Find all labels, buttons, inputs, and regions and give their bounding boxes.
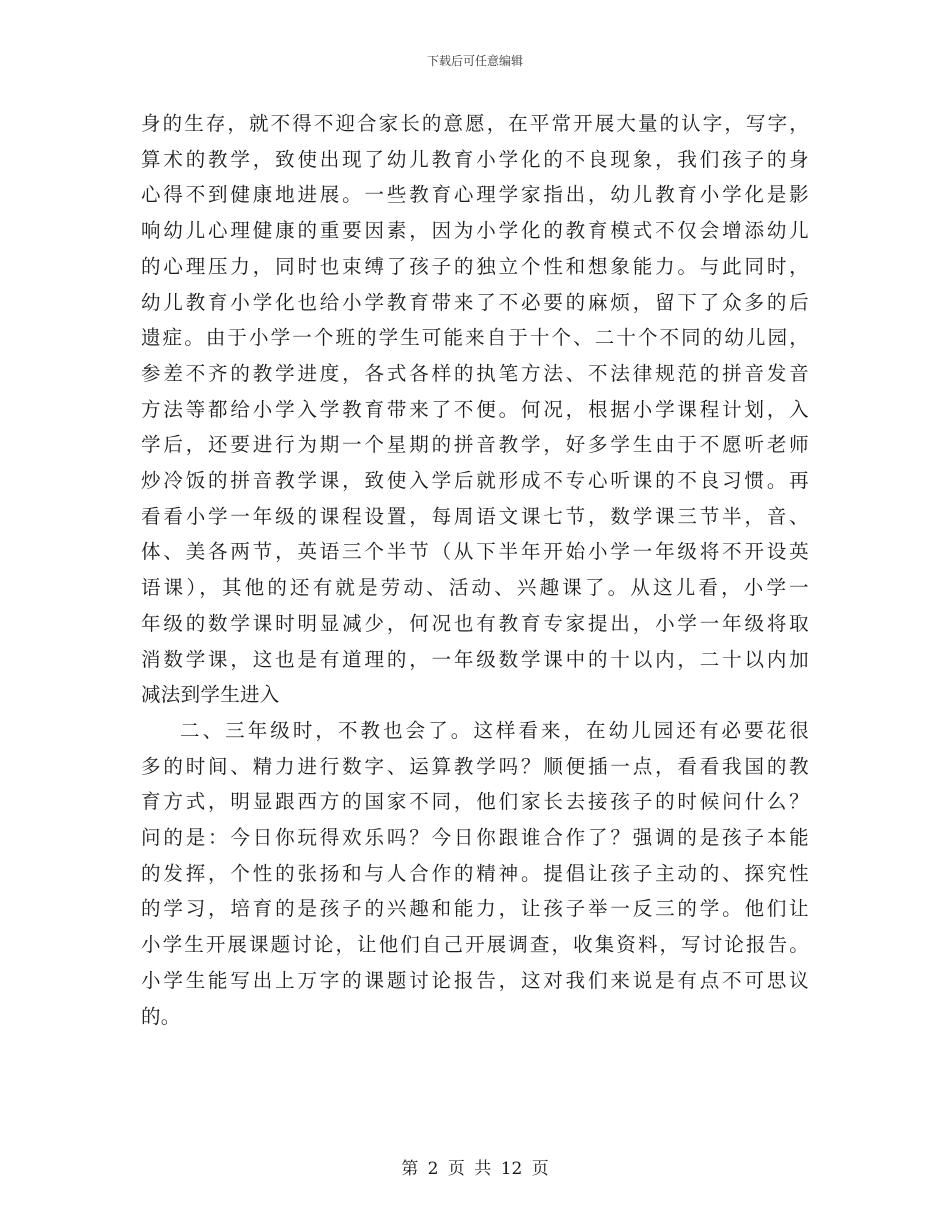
text-line: 减法到学生进入 — [141, 683, 280, 707]
text-line: 的心理压力，同时也束缚了孩子的独立个性和想象能力。与此同时， — [141, 254, 809, 278]
text-line: 的发挥，个性的张扬和与人合作的精神。提倡让孩子主动的、探究性 — [141, 861, 809, 885]
text-line: 二、三年级时，不教也会了。这样看来，在幼儿园还有必要花很 — [180, 718, 809, 742]
page-header: 下载后可任意编辑 — [426, 54, 523, 68]
paragraph-2 — [141, 713, 809, 1034]
text-line: 参差不齐的教学进度，各式各样的执笔方法、不法律规范的拼音发音 — [141, 361, 809, 385]
text-line: 炒冷饭的拼音教学课，致使入学后就形成不专心听课的不良习惯。再 — [141, 469, 809, 493]
text-line: 的学习，培育的是孩子的兴趣和能力，让孩子举一反三的学。他们让 — [141, 897, 809, 921]
paragraph-1 — [141, 106, 809, 713]
text-line: 育方式，明显跟西方的国家不同，他们家长去接孩子的时候问什么？ — [141, 790, 809, 814]
text-line: 身的生存，就不得不迎合家长的意愿，在平常开展大量的认字，写字， — [141, 112, 809, 135]
text-line: 语课），其他的还有就是劳动、活动、兴趣课了。从这儿看，小学一 — [141, 576, 809, 600]
text-line: 消数学课，这也是有道理的，一年级数学课中的十以内，二十以内加 — [141, 647, 809, 671]
page-number-footer: 第 2 页 共 12 页 — [401, 1159, 549, 1179]
text-line: 响幼儿心理健康的重要因素，因为小学化的教育模式不仅会增添幼儿 — [141, 219, 809, 243]
text-line: 心得不到健康地进展。一些教育心理学家指出，幼儿教育小学化是影 — [141, 183, 809, 207]
text-line: 幼儿教育小学化也给小学教育带来了不必要的麻烦，留下了众多的后 — [141, 290, 809, 314]
text-line: 小学生开展课题讨论，让他们自己开展调查，收集资料，写讨论报告。 — [141, 933, 809, 957]
text-line: 年级的数学课时明显减少，何况也有教育专家提出，小学一年级将取 — [141, 611, 809, 635]
text-line: 多的时间、精力进行数字、运算教学吗？顺便插一点，看看我国的教 — [141, 754, 809, 778]
text-line: 体、美各两节，英语三个半节（从下半年开始小学一年级将不开设英 — [141, 540, 809, 564]
text-line: 小学生能写出上万字的课题讨论报告，这对我们来说是有点不可思议 — [141, 968, 809, 992]
document-body — [141, 106, 809, 1034]
text-line: 学后，还要进行为期一个星期的拼音教学，好多学生由于不愿听老师 — [141, 433, 809, 457]
text-line: 方法等都给小学入学教育带来了不便。何况，根据小学课程计划，入 — [141, 397, 809, 421]
text-line: 看看小学一年级的课程设置，每周语文课七节，数学课三节半，音、 — [141, 504, 809, 528]
text-line: 算术的教学，致使出现了幼儿教育小学化的不良现象，我们孩子的身 — [141, 147, 809, 171]
text-line: 遗症。由于小学一个班的学生可能来自于十个、二十个不同的幼儿园， — [141, 326, 809, 350]
text-line: 问的是：今日你玩得欢乐吗？今日你跟谁合作了？强调的是孩子本能 — [141, 826, 809, 850]
text-line: 的。 — [141, 1004, 181, 1028]
